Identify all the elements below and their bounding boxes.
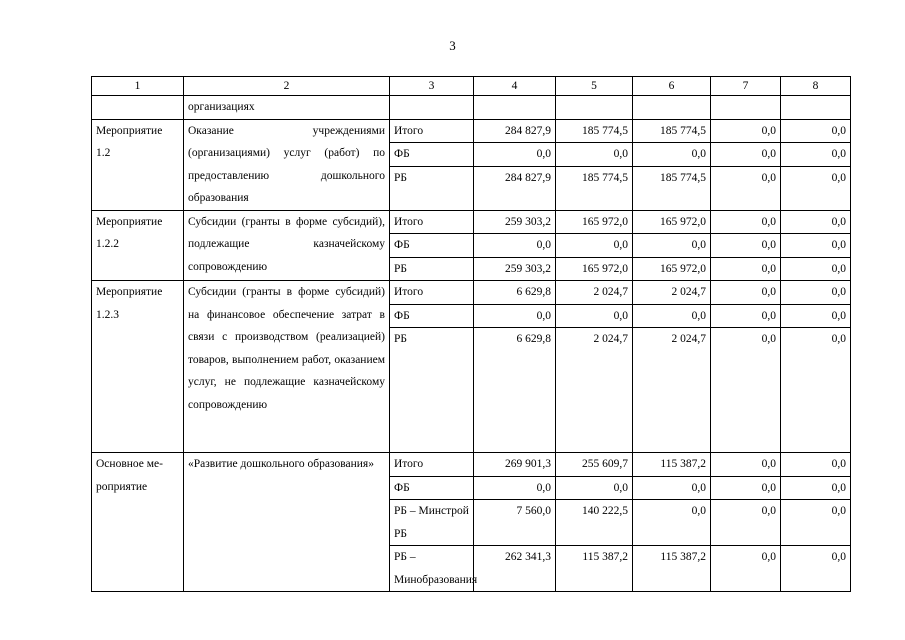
amount-cell: 0,0 — [781, 210, 851, 234]
amount-cell: 0,0 — [711, 328, 781, 453]
column-header: 1 — [92, 77, 184, 96]
event-name-line: Мероприятие — [96, 215, 163, 228]
amount-cell: 0,0 — [781, 453, 851, 477]
amount-cell: 0,0 — [556, 304, 633, 328]
event-description: Оказание учреждениями (организациями) услуг (работ) по предоставлению дошкольного образования — [184, 119, 390, 210]
amount-cell: 0,0 — [633, 234, 711, 258]
amount-cell: 0,0 — [711, 143, 781, 167]
empty-cell — [633, 96, 711, 120]
amount-cell: 0,0 — [781, 119, 851, 143]
amount-cell: 0,0 — [633, 143, 711, 167]
funding-source: ФБ — [390, 234, 474, 258]
amount-cell: 2 024,7 — [556, 328, 633, 453]
amount-cell: 0,0 — [711, 234, 781, 258]
amount-cell: 115 387,2 — [556, 546, 633, 592]
event-description: «Развитие дошкольного образования» — [184, 453, 390, 592]
empty-cell — [556, 96, 633, 120]
amount-cell: 0,0 — [781, 500, 851, 546]
amount-cell: 140 222,5 — [556, 500, 633, 546]
funding-source: РБ — [390, 328, 474, 453]
column-header: 3 — [390, 77, 474, 96]
amount-cell: 0,0 — [711, 476, 781, 500]
page-number: 3 — [449, 38, 456, 53]
funding-source: РБ — [390, 257, 474, 281]
amount-cell: 7 560,0 — [474, 500, 556, 546]
event-name-line: Основное ме- — [96, 458, 163, 470]
continuation-text: организациях — [184, 96, 390, 120]
amount-cell: 0,0 — [711, 119, 781, 143]
amount-cell: 0,0 — [711, 304, 781, 328]
amount-cell: 0,0 — [711, 257, 781, 281]
table-row — [92, 453, 851, 477]
amount-cell: 165 972,0 — [556, 257, 633, 281]
budget-table — [91, 76, 851, 592]
amount-cell: 0,0 — [474, 234, 556, 258]
amount-cell: 6 629,8 — [474, 281, 556, 305]
amount-cell: 0,0 — [556, 476, 633, 500]
event-name-cell — [92, 210, 184, 281]
amount-cell: 0,0 — [781, 257, 851, 281]
amount-cell: 0,0 — [711, 500, 781, 546]
amount-cell: 185 774,5 — [556, 166, 633, 210]
event-name-cell — [92, 281, 184, 453]
amount-cell: 0,0 — [711, 281, 781, 305]
amount-cell: 0,0 — [711, 453, 781, 477]
funding-source: Итого — [390, 281, 474, 305]
header-row — [92, 77, 851, 96]
amount-cell: 0,0 — [781, 546, 851, 592]
amount-cell: 2 024,7 — [633, 328, 711, 453]
funding-source: РБ – Минобразования — [390, 546, 474, 592]
amount-cell: 165 972,0 — [556, 210, 633, 234]
amount-cell: 165 972,0 — [633, 257, 711, 281]
funding-source: Итого — [390, 119, 474, 143]
funding-source: ФБ — [390, 143, 474, 167]
amount-cell: 0,0 — [781, 166, 851, 210]
amount-cell: 0,0 — [781, 143, 851, 167]
amount-cell: 0,0 — [556, 234, 633, 258]
amount-cell: 115 387,2 — [633, 453, 711, 477]
amount-cell: 165 972,0 — [633, 210, 711, 234]
column-header: 6 — [633, 77, 711, 96]
funding-source: Итого — [390, 453, 474, 477]
amount-cell: 0,0 — [633, 304, 711, 328]
amount-cell: 284 827,9 — [474, 119, 556, 143]
amount-cell: 0,0 — [474, 476, 556, 500]
column-header: 5 — [556, 77, 633, 96]
amount-cell: 0,0 — [711, 546, 781, 592]
empty-cell — [390, 96, 474, 120]
amount-cell: 6 629,8 — [474, 328, 556, 453]
funding-source: РБ — [390, 166, 474, 210]
event-name-cell — [92, 453, 184, 592]
amount-cell: 259 303,2 — [474, 210, 556, 234]
amount-cell: 0,0 — [781, 234, 851, 258]
event-name-line: 1.2 — [96, 147, 111, 159]
amount-cell: 0,0 — [711, 210, 781, 234]
event-name-line: 1.2.3 — [96, 308, 119, 321]
amount-cell: 0,0 — [633, 500, 711, 546]
amount-cell: 269 901,3 — [474, 453, 556, 477]
amount-cell: 185 774,5 — [633, 166, 711, 210]
column-header: 7 — [711, 77, 781, 96]
amount-cell: 185 774,5 — [556, 119, 633, 143]
funding-source: ФБ — [390, 304, 474, 328]
empty-cell — [92, 96, 184, 120]
amount-cell: 284 827,9 — [474, 166, 556, 210]
event-name-line: роприятие — [96, 480, 148, 493]
amount-cell: 259 303,2 — [474, 257, 556, 281]
event-description: Субсидии (гранты в форме субсидий), подлежащие казначейскому сопровождению — [184, 210, 390, 281]
amount-cell: 2 024,7 — [556, 281, 633, 305]
amount-cell: 255 609,7 — [556, 453, 633, 477]
amount-cell: 0,0 — [474, 143, 556, 167]
empty-cell — [474, 96, 556, 120]
event-name-line: Мероприятие — [96, 286, 163, 298]
column-header: 4 — [474, 77, 556, 96]
amount-cell: 0,0 — [556, 143, 633, 167]
amount-cell: 0,0 — [781, 304, 851, 328]
amount-cell: 0,0 — [781, 328, 851, 453]
event-name-cell — [92, 119, 184, 210]
funding-source: Итого — [390, 210, 474, 234]
event-name-line: 1.2.2 — [96, 238, 119, 250]
amount-cell: 0,0 — [711, 166, 781, 210]
amount-cell: 0,0 — [781, 476, 851, 500]
amount-cell: 0,0 — [781, 281, 851, 305]
amount-cell: 0,0 — [474, 304, 556, 328]
column-header: 8 — [781, 77, 851, 96]
empty-cell — [781, 96, 851, 120]
amount-cell: 0,0 — [633, 476, 711, 500]
table-row — [92, 210, 851, 234]
funding-source: РБ – Минстрой РБ — [390, 500, 474, 546]
table-row — [92, 119, 851, 143]
column-header: 2 — [184, 77, 390, 96]
table-row — [92, 281, 851, 305]
amount-cell: 185 774,5 — [633, 119, 711, 143]
amount-cell: 2 024,7 — [633, 281, 711, 305]
event-name-line: Мероприятие — [96, 124, 163, 137]
empty-cell — [711, 96, 781, 120]
event-description: Субсидии (гранты в форме субсидий) на финансовое обеспечение затрат в связи с производством (реализацией) товаров, выполнением работ, оказанием услуг, не подлежащие казначейскому сопровождению — [184, 281, 390, 453]
funding-source: ФБ — [390, 476, 474, 500]
continuation-row — [92, 96, 851, 120]
amount-cell: 262 341,3 — [474, 546, 556, 592]
amount-cell: 115 387,2 — [633, 546, 711, 592]
